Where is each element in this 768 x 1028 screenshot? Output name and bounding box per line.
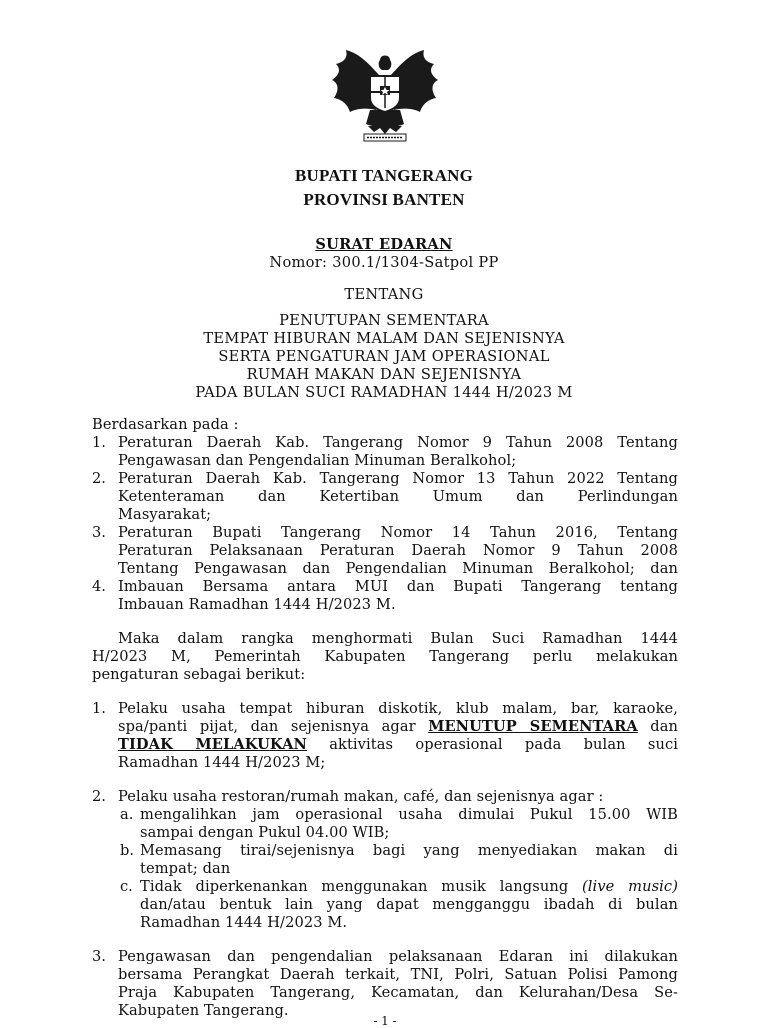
rule-1-line-4: Ramadhan 1444 H/2023 M; [118, 754, 326, 771]
document-type: SURAT EDARAN [315, 236, 453, 253]
sub-item-label: c. [120, 878, 133, 895]
basis-intro: Berdasarkan pada : [92, 416, 239, 433]
menutup-sementara-emphasis: MENUTUP SEMENTARA [428, 718, 638, 735]
sub-item-text: Tidak diperkenankan menggunakan musik langsung [140, 878, 582, 895]
sub-item-line: tempat; dan [140, 860, 231, 877]
sub-item-line: sampai dengan Pukul 04.00 WIB; [140, 824, 390, 841]
sub-item-line [140, 878, 678, 896]
live-music-italic: (live music) [582, 878, 678, 895]
subject-line: TEMPAT HIBURAN MALAM DAN SEJENISNYA [203, 330, 565, 347]
rule-1-line-2 [118, 718, 678, 736]
rule-number: 3. [92, 948, 106, 965]
basis-line: Peraturan Pelaksanaan Peraturan Daerah Nomor 9 Tahun 2008 [118, 542, 678, 559]
header-line-2: PROVINSI BANTEN [303, 190, 465, 209]
basis-number: 3. [92, 524, 106, 541]
sub-item-line: dan/atau bentuk lain yang dapat mengganggu ibadah di bulan [140, 896, 678, 913]
basis-line: Tentang Pengawasan dan Pengendalian Minuman Beralkohol; dan [118, 560, 678, 577]
page-number: - 1 - [373, 1014, 397, 1028]
subject-line: PENUTUPAN SEMENTARA [279, 312, 489, 329]
basis-number: 1. [92, 434, 106, 451]
basis-line: Ketenteraman dan Ketertiban Umum dan Perlindungan [118, 488, 678, 505]
rule-3-line: Praja Kabupaten Tangerang, Kecamatan, dan Kelurahan/Desa Se- [118, 984, 678, 1001]
sub-item-label: b. [120, 842, 134, 859]
rule-3-line: Kabupaten Tangerang. [118, 1002, 289, 1019]
rule-3-line: bersama Perangkat Daerah terkait, TNI, Polri, Satuan Polisi Pamong [118, 966, 678, 983]
basis-line: Pengawasan dan Pengendalian Minuman Beralkohol; [118, 452, 517, 469]
rule-2-line-1: Pelaku usaha restoran/rumah makan, café, dan sejenisnya agar : [118, 788, 604, 805]
basis-number: 2. [92, 470, 106, 487]
sub-item-label: a. [120, 806, 134, 823]
sub-item-line: Memasang tirai/sejenisnya bagi yang menyediakan makan di [140, 842, 678, 859]
rule-number: 1. [92, 700, 106, 717]
rule-1-text: dan [637, 718, 678, 735]
basis-line: Peraturan Daerah Kab. Tangerang Nomor 13 Tahun 2022 Tentang [118, 470, 678, 487]
basis-line: Peraturan Bupati Tangerang Nomor 14 Tahun 2016, Tentang [118, 524, 678, 541]
basis-line: Peraturan Daerah Kab. Tangerang Nomor 9 Tahun 2008 Tentang [118, 434, 678, 451]
rule-number: 2. [92, 788, 106, 805]
rule-3-line: Pengawasan dan pengendalian pelaksanaan Edaran ini dilakukan [118, 948, 678, 965]
subject-line: PADA BULAN SUCI RAMADHAN 1444 H/2023 M [195, 384, 573, 401]
garuda-emblem [324, 48, 446, 142]
document-number: Nomor: 300.1/1304-Satpol PP [269, 254, 499, 271]
rule-1-line-3 [118, 736, 678, 754]
rule-1-text: spa/panti pijat, dan sejenisnya agar [118, 718, 429, 735]
sub-item-line: mengalihkan jam operasional usaha dimulai Pukul 15.00 WIB [140, 806, 678, 823]
basis-number: 4. [92, 578, 106, 595]
preamble-line: H/2023 M, Pemerintah Kabupaten Tangerang perlu melakukan [92, 648, 678, 665]
tidak-melakukan-emphasis: TIDAK MELAKUKAN [118, 736, 307, 753]
basis-line: Imbauan Ramadhan 1444 H/2023 M. [118, 596, 396, 613]
tentang-label: TENTANG [344, 286, 424, 303]
rule-1-text: aktivitas operasional pada bulan suci [306, 736, 679, 753]
basis-line: Imbauan Bersama antara MUI dan Bupati Tangerang tentang [118, 578, 678, 595]
preamble-line: Maka dalam rangka menghormati Bulan Suci Ramadhan 1444 [118, 630, 678, 647]
sub-item-line: Ramadhan 1444 H/2023 M. [140, 914, 348, 931]
subject-line: RUMAH MAKAN DAN SEJENISNYA [246, 366, 522, 383]
preamble-line: pengaturan sebagai berikut: [92, 666, 306, 683]
header-line-1: BUPATI TANGERANG [294, 166, 474, 185]
rule-1-line-1: Pelaku usaha tempat hiburan diskotik, klub malam, bar, karaoke, [118, 700, 678, 717]
basis-line: Masyarakat; [118, 506, 212, 523]
subject-line: SERTA PENGATURAN JAM OPERASIONAL [218, 348, 550, 365]
